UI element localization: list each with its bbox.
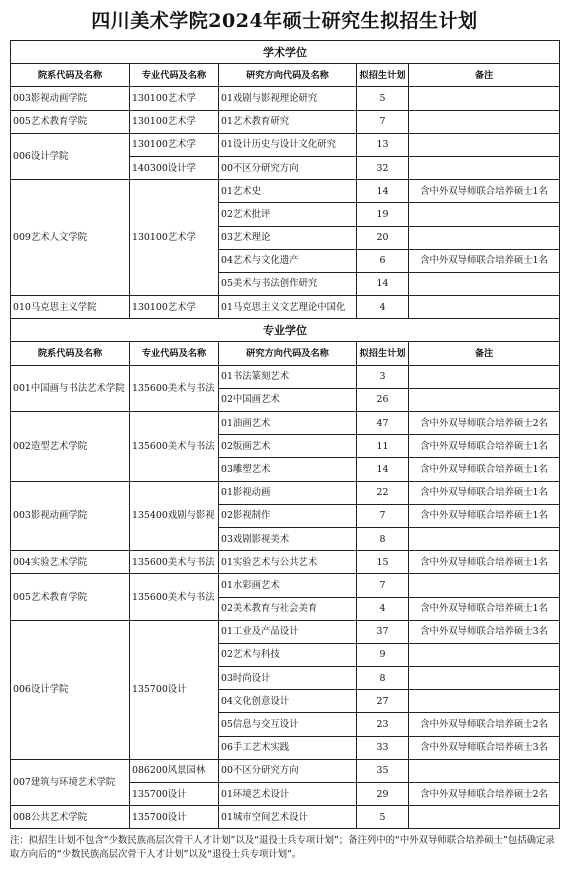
college-cell: 002造型艺术学院: [11, 412, 130, 482]
header-row: [11, 64, 560, 87]
direction-cell: 06手工艺术实践: [219, 736, 357, 759]
plan-cell: 14: [357, 272, 409, 295]
table-row: [11, 620, 560, 643]
college-cell: 005艺术教育学院: [11, 110, 130, 133]
major-cell: 135400戏剧与影视: [130, 481, 219, 551]
major-cell: 135700设计: [130, 783, 219, 806]
plan-cell: 6: [357, 249, 409, 272]
column-header: 研究方向代码及名称: [219, 342, 357, 365]
major-cell: 135700设计: [130, 620, 219, 759]
plan-cell: 13: [357, 133, 409, 156]
plan-cell: 33: [357, 736, 409, 759]
note-cell: [409, 226, 560, 249]
direction-cell: 01马克思主义文艺理论中国化: [219, 296, 357, 319]
table-row: [11, 412, 560, 435]
note-cell: 含中外双导师联合培养硕士1名: [409, 458, 560, 481]
note-cell: [409, 110, 560, 133]
note-cell: [409, 296, 560, 319]
plan-cell: 5: [357, 806, 409, 829]
note-cell: [409, 156, 560, 179]
direction-cell: 01水彩画艺术: [219, 574, 357, 597]
direction-cell: 03戏剧影视美术: [219, 527, 357, 550]
direction-cell: 01设计历史与设计文化研究: [219, 133, 357, 156]
note-cell: [409, 759, 560, 782]
plan-cell: 32: [357, 156, 409, 179]
major-cell: 130100艺术学: [130, 133, 219, 156]
plan-cell: 8: [357, 667, 409, 690]
plan-cell: 37: [357, 620, 409, 643]
note-cell: [409, 643, 560, 666]
plan-cell: 29: [357, 783, 409, 806]
direction-cell: 02版画艺术: [219, 435, 357, 458]
direction-cell: 01环境艺术设计: [219, 783, 357, 806]
direction-cell: 01油画艺术: [219, 412, 357, 435]
major-cell: 135600美术与书法: [130, 551, 219, 574]
column-header: 研究方向代码及名称: [219, 64, 357, 87]
direction-cell: 03艺术理论: [219, 226, 357, 249]
note-cell: [409, 203, 560, 226]
table-row: [11, 365, 560, 388]
note-cell: [409, 272, 560, 295]
college-cell: 004实验艺术学院: [11, 551, 130, 574]
plan-cell: 11: [357, 435, 409, 458]
direction-cell: 04文化创意设计: [219, 690, 357, 713]
direction-cell: 01戏剧与影视理论研究: [219, 87, 357, 110]
section-title: 学术学位: [11, 41, 560, 64]
note-cell: [409, 388, 560, 411]
direction-cell: 02影视制作: [219, 504, 357, 527]
direction-cell: 02艺术批评: [219, 203, 357, 226]
plan-cell: 15: [357, 551, 409, 574]
direction-cell: 05信息与交互设计: [219, 713, 357, 736]
direction-cell: 01艺术史: [219, 180, 357, 203]
major-cell: 135700设计: [130, 806, 219, 829]
college-cell: 006设计学院: [11, 133, 130, 179]
note-cell: 含中外双导师联合培养硕士1名: [409, 435, 560, 458]
college-cell: 007建筑与环境艺术学院: [11, 759, 130, 805]
direction-cell: 02艺术与科技: [219, 643, 357, 666]
table-row: [11, 180, 560, 203]
college-cell: 005艺术教育学院: [11, 574, 130, 620]
note-cell: 含中外双导师联合培养硕士1名: [409, 481, 560, 504]
direction-cell: 01城市空间艺术设计: [219, 806, 357, 829]
column-header: 院系代码及名称: [11, 342, 130, 365]
note-cell: [409, 806, 560, 829]
plan-cell: 26: [357, 388, 409, 411]
column-header: 专业代码及名称: [130, 64, 219, 87]
note-cell: 含中外双导师联合培养硕士1名: [409, 597, 560, 620]
section-title: 专业学位: [11, 319, 560, 342]
direction-cell: 03时尚设计: [219, 667, 357, 690]
direction-cell: 02美术教育与社会美育: [219, 597, 357, 620]
column-header: 拟招生计划: [357, 342, 409, 365]
note-cell: 含中外双导师联合培养硕士2名: [409, 783, 560, 806]
plan-cell: 4: [357, 296, 409, 319]
direction-cell: 01工业及产品设计: [219, 620, 357, 643]
college-cell: 003影视动画学院: [11, 481, 130, 551]
plan-cell: 8: [357, 527, 409, 550]
plan-cell: 7: [357, 110, 409, 133]
table-row: [11, 806, 560, 829]
college-cell: 001中国画与书法艺术学院: [11, 365, 130, 411]
table-row: [11, 481, 560, 504]
direction-cell: 01影视动画: [219, 481, 357, 504]
page-title: 四川美术学院2024年硕士研究生拟招生计划: [91, 10, 478, 32]
plan-cell: 7: [357, 574, 409, 597]
table-row: [11, 110, 560, 133]
note-cell: [409, 690, 560, 713]
direction-cell: 01艺术教育研究: [219, 110, 357, 133]
plan-cell: 3: [357, 365, 409, 388]
column-header: 备注: [409, 64, 560, 87]
major-cell: 135600美术与书法: [130, 412, 219, 482]
direction-cell: 02中国画艺术: [219, 388, 357, 411]
note-cell: 含中外双导师联合培养硕士1名: [409, 504, 560, 527]
note-cell: [409, 365, 560, 388]
plan-cell: 35: [357, 759, 409, 782]
major-cell: 130100艺术学: [130, 87, 219, 110]
major-cell: 130100艺术学: [130, 110, 219, 133]
note-cell: 含中外双导师联合培养硕士1名: [409, 551, 560, 574]
note-cell: [409, 667, 560, 690]
plan-cell: 14: [357, 458, 409, 481]
direction-cell: 05美术与书法创作研究: [219, 272, 357, 295]
note-cell: 含中外双导师联合培养硕士2名: [409, 713, 560, 736]
enrollment-plan-table: [10, 40, 560, 829]
note-cell: [409, 574, 560, 597]
major-cell: 135600美术与书法: [130, 365, 219, 411]
plan-cell: 27: [357, 690, 409, 713]
direction-cell: 01书法篆刻艺术: [219, 365, 357, 388]
plan-cell: 23: [357, 713, 409, 736]
direction-cell: 03雕塑艺术: [219, 458, 357, 481]
college-cell: 010马克思主义学院: [11, 296, 130, 319]
major-cell: 130100艺术学: [130, 180, 219, 296]
direction-cell: 01实验艺术与公共艺术: [219, 551, 357, 574]
table-row: [11, 759, 560, 782]
direction-cell: 00不区分研究方向: [219, 759, 357, 782]
note-cell: 含中外双导师联合培养硕士2名: [409, 412, 560, 435]
direction-cell: 04艺术与文化遗产: [219, 249, 357, 272]
section-row-academic: [11, 41, 560, 64]
college-cell: 009艺术人文学院: [11, 180, 130, 296]
note-cell: 含中外双导师联合培养硕士1名: [409, 180, 560, 203]
plan-cell: 9: [357, 643, 409, 666]
plan-cell: 22: [357, 481, 409, 504]
plan-cell: 4: [357, 597, 409, 620]
college-cell: 003影视动画学院: [11, 87, 130, 110]
column-header: 拟招生计划: [357, 64, 409, 87]
note-cell: [409, 527, 560, 550]
note-cell: 含中外双导师联合培养硕士3名: [409, 736, 560, 759]
note-cell: [409, 133, 560, 156]
direction-cell: 00不区分研究方向: [219, 156, 357, 179]
plan-cell: 47: [357, 412, 409, 435]
college-cell: 008公共艺术学院: [11, 806, 130, 829]
table-row: [11, 574, 560, 597]
table-row: [11, 551, 560, 574]
table-row: [11, 87, 560, 110]
major-cell: 135600美术与书法: [130, 574, 219, 620]
header-row: [11, 342, 560, 365]
table-row: [11, 296, 560, 319]
plan-cell: 14: [357, 180, 409, 203]
plan-cell: 7: [357, 504, 409, 527]
note-cell: 含中外双导师联合培养硕士3名: [409, 620, 560, 643]
college-cell: 006设计学院: [11, 620, 130, 759]
column-header: 备注: [409, 342, 560, 365]
plan-cell: 5: [357, 87, 409, 110]
major-cell: 140300设计学: [130, 156, 219, 179]
plan-cell: 19: [357, 203, 409, 226]
note-cell: 含中外双导师联合培养硕士1名: [409, 249, 560, 272]
column-header: 专业代码及名称: [130, 342, 219, 365]
plan-cell: 20: [357, 226, 409, 249]
footnote: 注：拟招生计划不包含“少数民族高层次骨干人才计划”以及“退役士兵专项计划”；备注列中的“中外双导师联合培养硕士”包括确定录取方向后的“少数民族高层次骨干人才计划”以及“退役士兵专项计划”。: [10, 835, 555, 860]
major-cell: 130100艺术学: [130, 296, 219, 319]
table-row: [11, 133, 560, 156]
column-header: 院系代码及名称: [11, 64, 130, 87]
section-row-professional: [11, 319, 560, 342]
major-cell: 086200风景园林: [130, 759, 219, 782]
note-cell: [409, 87, 560, 110]
